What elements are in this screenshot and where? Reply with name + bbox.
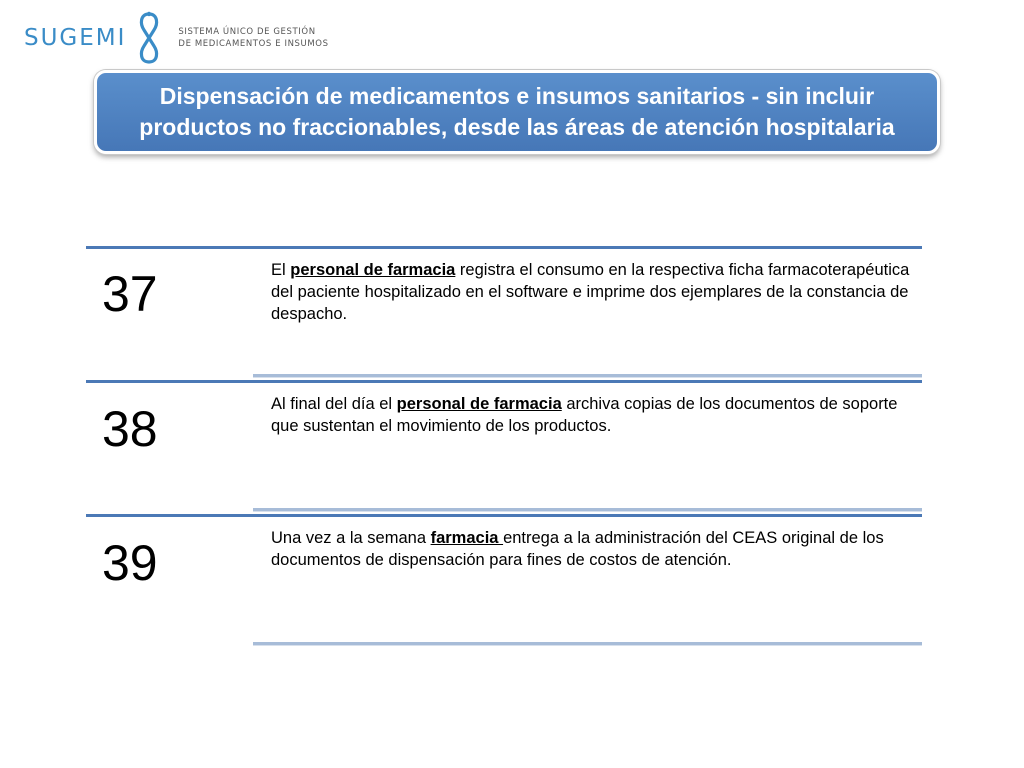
logo-caption-line-1: SISTEMA ÚNICO DE GESTIÓN [178,27,316,37]
step-description [271,393,911,437]
step-description [271,259,911,325]
step-text-before: Al final del día el [271,395,397,413]
row-divider-top [86,380,922,383]
title-banner [94,70,940,154]
step-text-before: El [271,261,291,279]
step-number: 39 [102,535,158,591]
row-divider-top [86,246,922,249]
logo-caption-line-2: DE MEDICAMENTOS E INSUMOS [178,39,329,49]
step-number: 38 [102,401,158,457]
step-number: 37 [102,266,158,322]
step-text-after: registra el consumo en la respectiva ficha farmacoterapéutica del paciente hospitalizado en el software e imprime dos ejemplares de la constancia de despacho. [271,261,910,323]
step-text-after: archiva copias de los documentos de soporte que sustentan el movimiento de los productos. [271,395,898,435]
row-divider-bottom [253,508,922,511]
sugemi-logo [24,10,329,66]
logo-mark-icon [134,10,164,66]
step-text-highlight: personal de farmacia [290,261,456,279]
title-line-2: productos no fraccionables, desde las áreas de atención hospitalaria [139,114,895,140]
step-text-after: entrega a la administración del CEAS original de los documentos de dispensación para fines de costos de atención. [271,529,884,569]
step-text-highlight: personal de farmacia [396,395,562,413]
title-line-1: Dispensación de medicamentos e insumos sanitarios - sin incluir [159,83,875,109]
step-description [271,527,911,571]
step-text-before: Una vez a la semana [271,529,431,547]
row-divider-bottom [253,642,922,645]
row-divider-top [86,514,922,517]
row-divider-bottom [253,374,922,377]
logo-caption [178,26,328,50]
logo-wordmark: SUGEMI [24,25,127,51]
step-text-highlight: farmacia [430,529,504,547]
